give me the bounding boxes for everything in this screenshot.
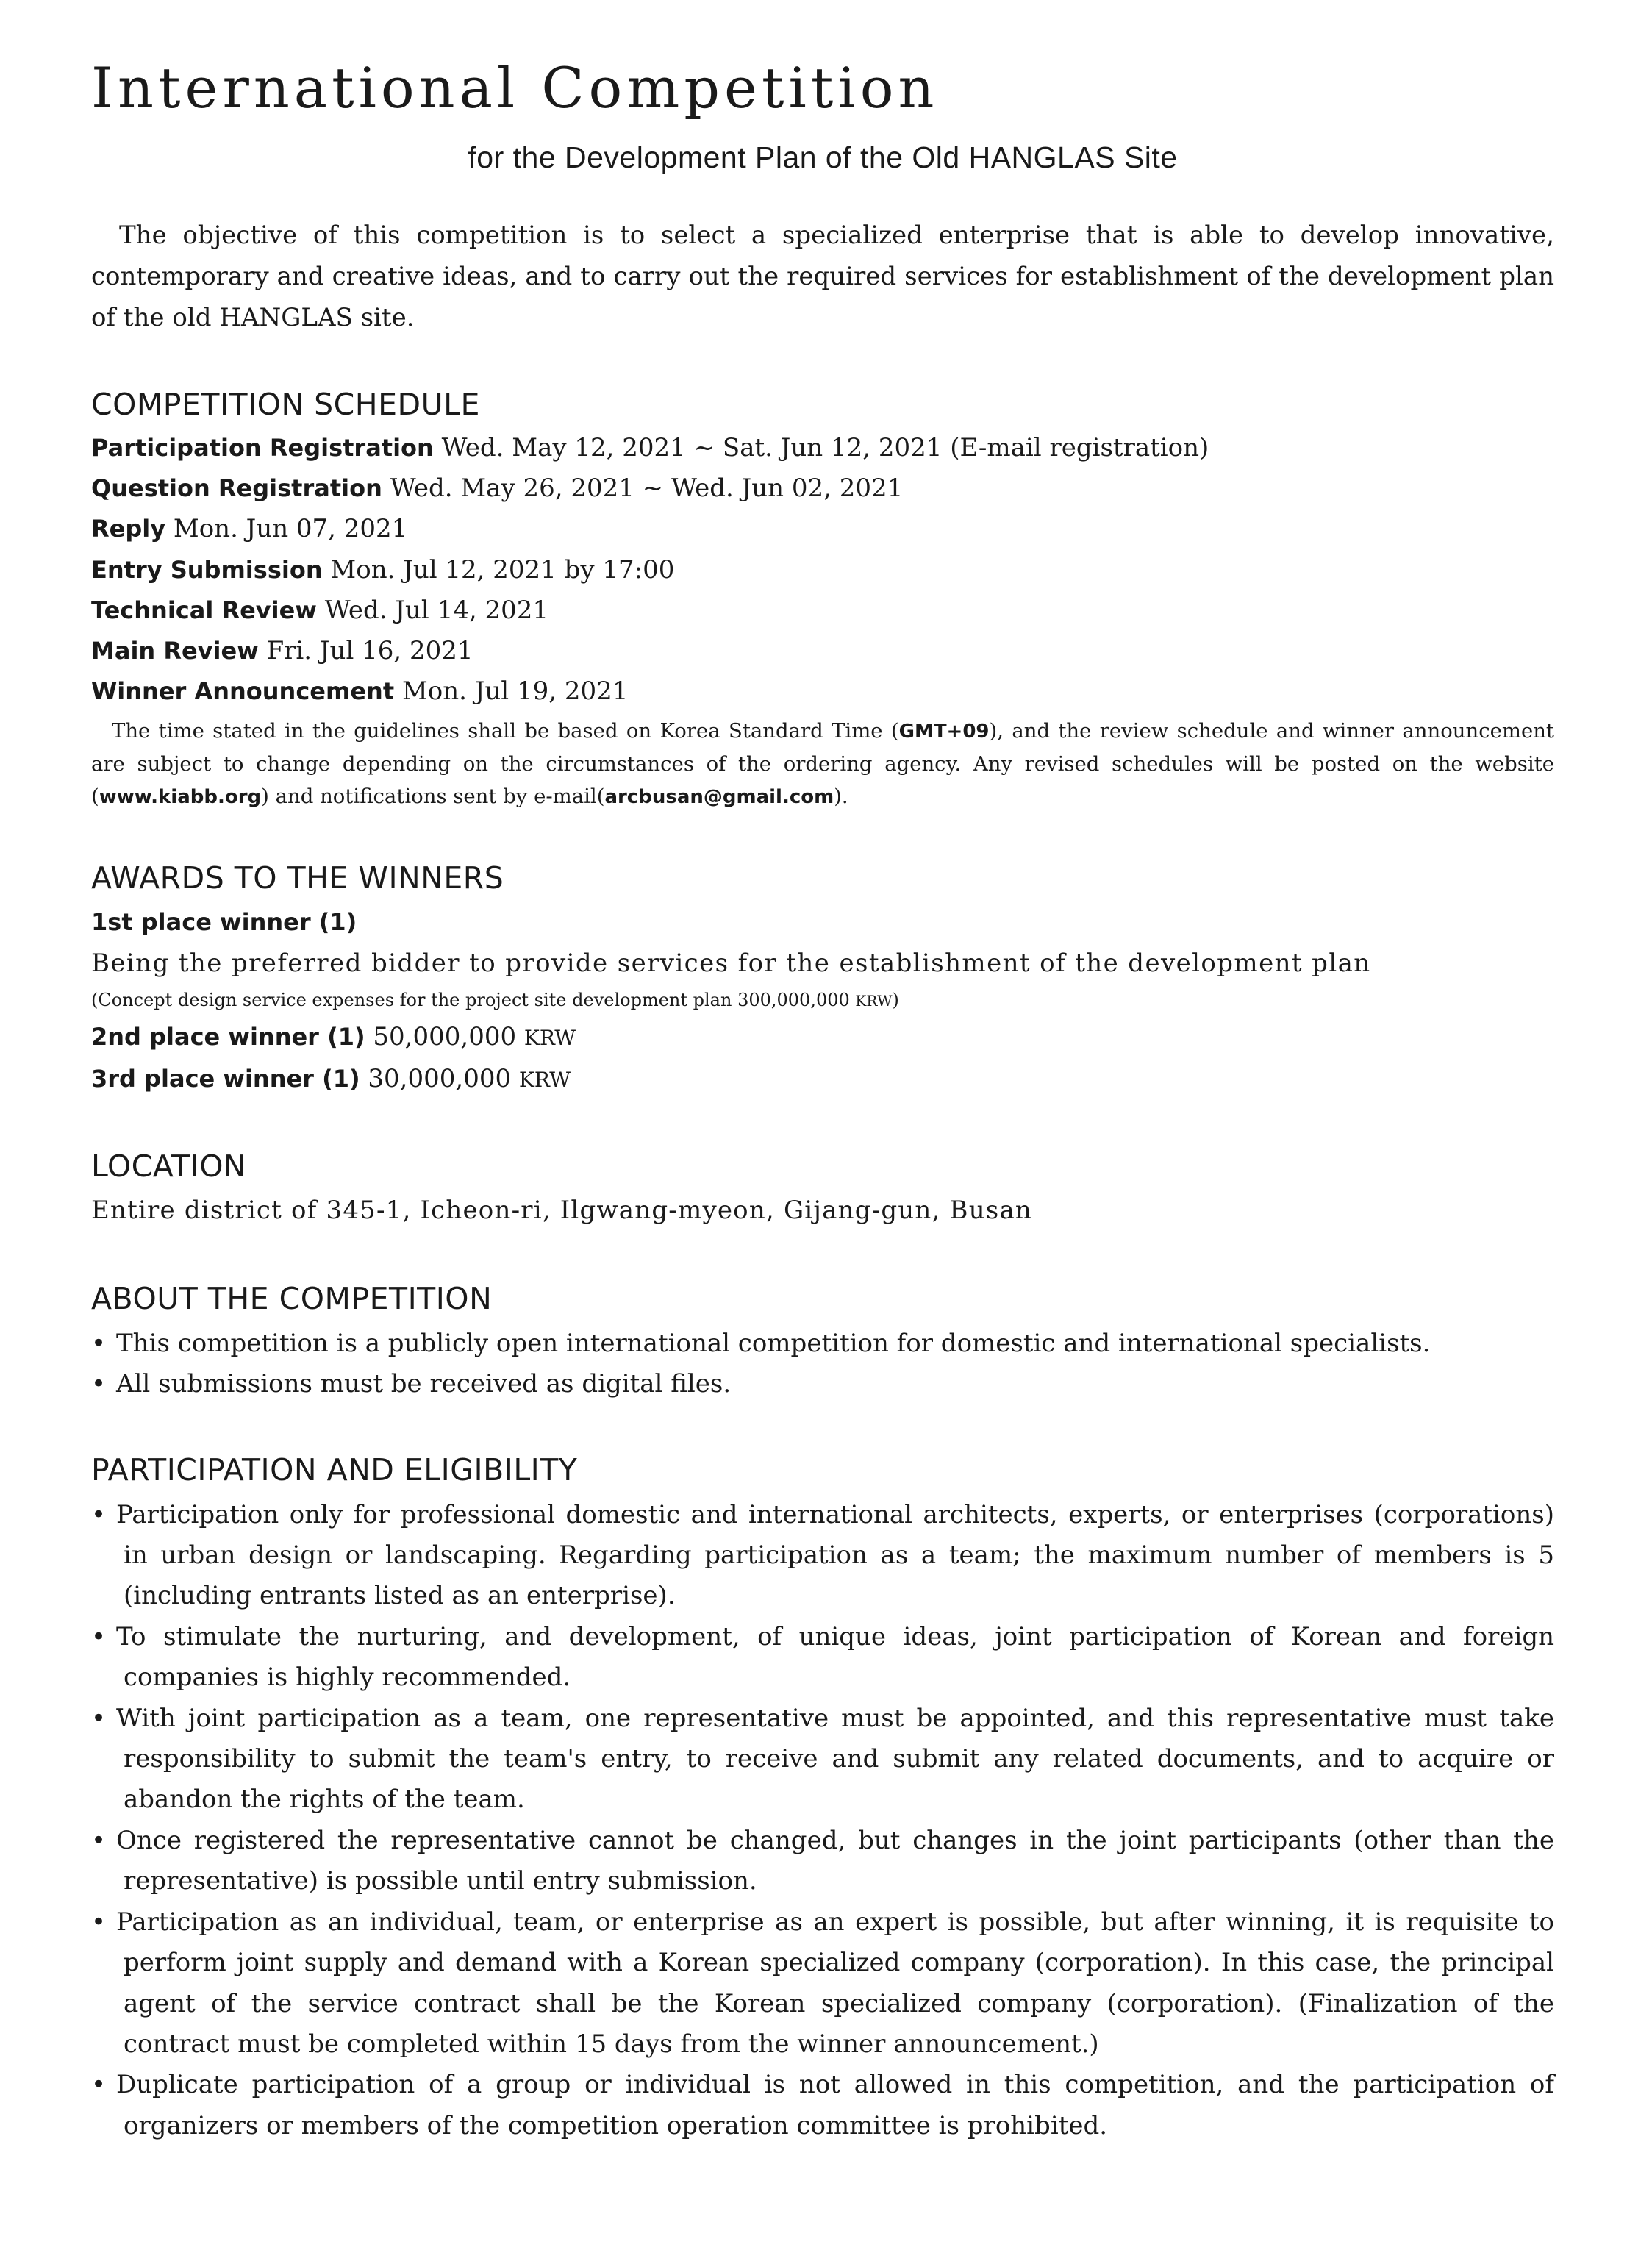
location-heading: LOCATION (91, 1148, 247, 1184)
schedule-item-value: Wed. Jul 14, 2021 (324, 595, 548, 625)
schedule-item-label: Reply (91, 515, 166, 543)
schedule-item-value: Mon. Jul 12, 2021 by 17:00 (330, 554, 675, 585)
list-item-text: With joint participation as a team, one representative must be appointed, and this representative must take responsibility to submit the team's entry, to receive and submit any related documents, and to acquire or abandon the rights of the team. (116, 1703, 1554, 1815)
schedule-item-value: Mon. Jun 07, 2021 (173, 514, 408, 544)
page-title: International Competition (91, 55, 939, 121)
website-link[interactable]: www.kiabb.org (99, 786, 262, 809)
schedule-item-value: Wed. May 12, 2021 ~ Sat. Jun 12, 2021 (E-mail registration) (441, 433, 1209, 463)
list-item-text: Once registered the representative cannot be changed, but changes in the joint participants (other than the representative) is possible until entry submission. (116, 1825, 1554, 1896)
schedule-heading: COMPETITION SCHEDULE (91, 387, 480, 422)
bullet-icon: • (91, 1369, 107, 1399)
awards-heading: AWARDS TO THE WINNERS (91, 860, 504, 896)
first-place-note (91, 984, 1554, 1017)
note-text: ), and the review schedule and winner announcement are subject to change depending on the circumstances of the ordering agency. Any revised schedules will be posted on the website ( (91, 719, 1554, 809)
schedule-list (91, 428, 1554, 712)
schedule-item-label: Question Registration (91, 474, 382, 503)
second-place-label: 2nd place winner (1) (91, 1023, 365, 1051)
currency-unit: KRW (523, 1026, 576, 1051)
list-item-text: All submissions must be received as digital files. (116, 1369, 732, 1399)
schedule-item-label: Winner Announcement (91, 677, 395, 706)
list-item-text: Duplicate participation of a group or individual is not allowed in this competition, and the participation of organizers or members of the competition operation committee is prohibited. (116, 2070, 1554, 2140)
list-item (91, 1821, 1554, 1902)
list-item-text: To stimulate the nurturing, and development, of unique ideas, joint participation of Korean and foreign companies is highly recommended. (116, 1621, 1554, 1693)
currency-unit: KRW (518, 1067, 571, 1092)
location-address: Entire district of 345-1, Icheon-ri, Ilgwang-myeon, Gijang-gun, Busan (91, 1195, 1033, 1225)
schedule-item-label: Main Review (91, 637, 259, 665)
schedule-item (91, 509, 1554, 549)
bullet-icon: • (91, 1825, 107, 1855)
schedule-item (91, 428, 1554, 468)
page-subtitle: for the Development Plan of the Old HANGLAS Site (468, 140, 1178, 174)
currency-unit: KRW (855, 992, 893, 1010)
participation-heading: PARTICIPATION AND ELIGIBILITY (91, 1451, 578, 1488)
schedule-item (91, 468, 1554, 509)
schedule-item (91, 550, 1554, 590)
schedule-item-label: Technical Review (91, 596, 317, 624)
bullet-icon: • (91, 1907, 107, 1937)
schedule-item-value: Fri. Jul 16, 2021 (266, 636, 473, 666)
schedule-item (91, 590, 1554, 631)
amount-value: 50,000,000 (373, 1022, 517, 1052)
bullet-icon: • (91, 1499, 107, 1529)
list-item-text: Participation only for professional domestic and international architects, experts, or enterprises (corporations) in urban design or landscaping. Regarding participation as a team; the maximum number of members is 5 (including entrants listed as an enterprise). (116, 1499, 1554, 1611)
about-heading: ABOUT THE COMPETITION (91, 1280, 493, 1316)
timezone-text: GMT+09 (898, 721, 990, 743)
first-place-note-end: ) (892, 990, 899, 1011)
note-text: ). (834, 785, 848, 809)
document-page (91, 51, 1554, 2146)
note-text: The time stated in the guidelines shall be based on Korea Standard Time ( (112, 719, 899, 743)
about-list (91, 1324, 1554, 1405)
schedule-item-value: Wed. May 26, 2021 ~ Wed. Jun 02, 2021 (390, 474, 904, 504)
list-item (91, 2065, 1554, 2146)
list-item-text: Participation as an individual, team, or enterprise as an expert is possible, but after winning, it is requisite to perform joint supply and demand with a Korean specialized company (corporation). In this case, the principal agent of the service contract shall be the Korean specialized company (corporation). (Finalization of the contract must be completed within 15 days from the winner announcement.) (116, 1907, 1554, 2059)
schedule-note (91, 715, 1554, 813)
second-place-row (91, 1017, 1554, 1058)
second-place-amount (373, 1022, 576, 1051)
note-text: ) and notifications sent by e-mail( (261, 785, 605, 809)
amount-value: 30,000,000 (368, 1063, 512, 1093)
bullet-icon: • (91, 2070, 107, 2100)
bullet-icon: • (91, 1621, 107, 1651)
bullet-icon: • (91, 1328, 107, 1358)
list-item (91, 1495, 1554, 1617)
schedule-item (91, 671, 1554, 712)
schedule-item (91, 631, 1554, 671)
list-item-text: This competition is a publicly open international competition for domestic and international specialists. (116, 1328, 1431, 1358)
list-item (91, 1617, 1554, 1699)
list-item (91, 1364, 1554, 1404)
third-place-row (91, 1059, 1554, 1100)
third-place-label: 3rd place winner (1) (91, 1064, 360, 1093)
schedule-item-label: Participation Registration (91, 434, 434, 462)
schedule-item-label: Entry Submission (91, 555, 323, 584)
email-link[interactable]: arcbusan@gmail.com (604, 786, 834, 809)
participation-list (91, 1495, 1554, 2147)
list-item (91, 1699, 1554, 1821)
first-place-note-text: (Concept design service expenses for the project site development plan 300,000,000 (91, 990, 856, 1011)
third-place-amount (368, 1064, 571, 1093)
list-item (91, 1902, 1554, 2065)
intro-paragraph: The objective of this competition is to select a specialized enterprise that is able to develop innovative, contemporary and creative ideas, and to carry out the required services for establishment of the development plan of the old HANGLAS site. (91, 221, 1554, 332)
bullet-icon: • (91, 1703, 107, 1733)
first-place-label: 1st place winner (1) (91, 908, 357, 937)
list-item (91, 1324, 1554, 1364)
schedule-item-value: Mon. Jul 19, 2021 (401, 676, 629, 707)
first-place-description: Being the preferred bidder to provide services for the establishment of the development plan (91, 949, 1371, 979)
